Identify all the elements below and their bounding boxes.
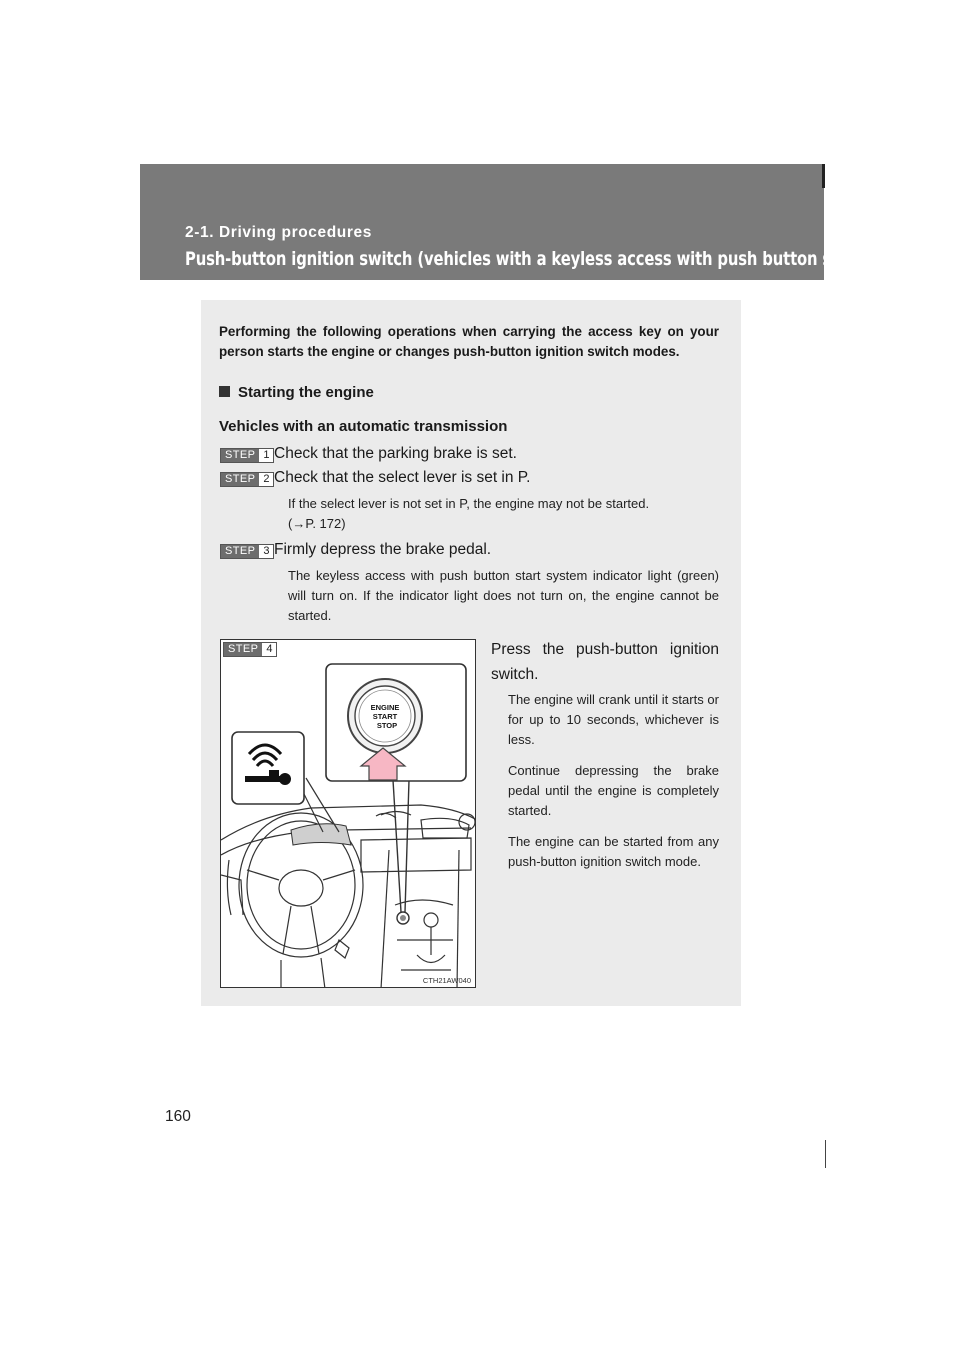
step-badge-number: 4 — [262, 643, 276, 656]
figure-code: CTH21AW040 — [422, 976, 471, 985]
section-label: 2-1. Driving procedures — [185, 224, 372, 241]
step-2-note — [288, 494, 728, 534]
subheading-text: Starting the engine — [238, 384, 374, 401]
ignition-illustration — [220, 639, 476, 988]
step-1-text: Check that the parking brake is set. — [274, 445, 517, 462]
step-4-note-3: The engine can be started from any push-button ignition switch mode. — [508, 834, 719, 869]
step-badge-number: 3 — [259, 545, 273, 558]
step-3-note: The keyless access with push button start system indicator light (green) will turn on. If the indicator light does not turn on, the engine cannot be started. — [288, 568, 719, 623]
dashboard-drawing — [221, 640, 476, 988]
transmission-heading: Vehicles with an automatic transmission — [219, 418, 508, 435]
step-badge-label: STEP — [221, 449, 259, 462]
step-4-text: Press the push-button ignition switch. — [491, 641, 719, 683]
step-badge-label: STEP — [224, 643, 262, 656]
step-badge-3 — [220, 544, 274, 559]
button-label-line-1: ENGINE — [370, 703, 400, 712]
page-number: 160 — [165, 1108, 191, 1125]
step-4-note-1: The engine will crank until it starts or for up to 10 seconds, whichever is less. — [508, 692, 719, 747]
subheading — [219, 384, 374, 401]
step-badge-label: STEP — [221, 473, 259, 486]
step-badge-number: 1 — [259, 449, 273, 462]
button-label-line-3: STOP — [376, 721, 398, 730]
engine-start-stop-button-icon — [348, 679, 422, 753]
button-label-line-2: START — [372, 712, 398, 721]
step-4-notes — [508, 690, 719, 883]
step-2-text: Check that the select lever is set in P. — [274, 469, 531, 486]
margin-rule — [825, 1140, 826, 1168]
step-3-text: Firmly depress the brake pedal. — [274, 541, 492, 558]
step-badge-label: STEP — [221, 545, 259, 558]
square-bullet-icon — [219, 386, 230, 397]
step-2-note-line-2: (→P. 172) — [288, 516, 346, 531]
step-badge-2 — [220, 472, 274, 487]
step-badge-1 — [220, 448, 274, 463]
page-title: Push-button ignition switch (vehicles with a keyless access with push button start system) — [185, 248, 933, 270]
intro-paragraph: Performing the following operations when carrying the access key on your person starts the engine or changes push-button ignition switch modes. — [219, 324, 719, 359]
step-badge-number: 2 — [259, 473, 273, 486]
step-2-note-line-1: If the select lever is not set in P, the engine may not be started. — [288, 496, 650, 511]
header-corner-tick — [822, 164, 825, 188]
step-4-note-2: Continue depressing the brake pedal until the engine is completely started. — [508, 763, 719, 818]
